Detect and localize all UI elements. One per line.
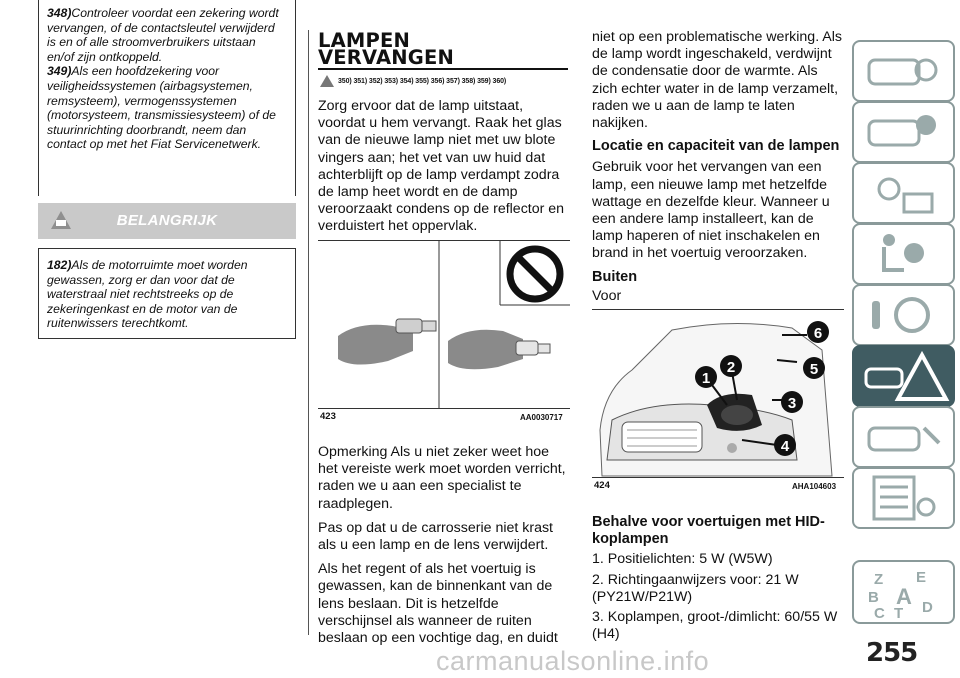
heading-rule bbox=[318, 68, 568, 70]
figure-424 bbox=[592, 309, 844, 478]
callout-1 bbox=[695, 366, 717, 388]
warning-lights-icon bbox=[854, 164, 953, 222]
figure-423 bbox=[318, 240, 570, 409]
paragraph: Pas op dat u de carrosserie niet krast als u een lamp en de lens verwijdert. bbox=[318, 519, 554, 554]
page-number: 255 bbox=[866, 638, 918, 668]
divider bbox=[38, 248, 296, 249]
section-heading: LAMPEN VERVANGEN bbox=[318, 29, 455, 69]
specs-icon bbox=[854, 469, 953, 527]
note-348: 348)Controleer voordat een zekering wordt vervangen, of de contactsleutel verwijderd is en of alle stroomverbruikers uitstaan en/of zijn ontkoppeld. bbox=[47, 6, 279, 64]
tab-index[interactable] bbox=[852, 560, 955, 624]
svg-text:A: A bbox=[896, 584, 912, 609]
figure-code: AHA104603 bbox=[792, 482, 837, 491]
airbag-icon bbox=[854, 225, 953, 283]
list-item: 3. Koplampen, groot-/dimlicht: 60/55 W (H4) bbox=[592, 609, 838, 643]
svg-text:3: 3 bbox=[787, 395, 797, 412]
tab-warning-lights[interactable] bbox=[852, 162, 955, 224]
svg-text:6: 6 bbox=[813, 325, 823, 342]
warning-triangle-icon bbox=[320, 75, 334, 87]
paragraph: niet op een problematische werking. Als de lamp wordt ingeschakeld, verdwijnt de condensatie door de warmte. Als zich echter water in de lamp verzamelt, raden we u aan de lamp te laten nakijken. bbox=[592, 29, 842, 132]
paragraph: Opmerking Als u niet zeker weet hoe het vereiste werk moet worden verricht, raden we u aan een specialist te raadplegen. bbox=[318, 444, 566, 512]
subheading: Behalve voor voertuigen met HID-koplampen bbox=[592, 514, 825, 548]
tab-emergency[interactable] bbox=[852, 345, 955, 407]
car-front-illustration bbox=[592, 310, 844, 477]
tab-car-service[interactable] bbox=[852, 406, 955, 468]
middle-text-top bbox=[318, 98, 570, 243]
svg-text:D: D bbox=[922, 599, 933, 616]
middle-text-bottom bbox=[318, 444, 570, 654]
svg-text:Z: Z bbox=[874, 571, 884, 588]
callout-5 bbox=[803, 357, 825, 379]
callout-2 bbox=[720, 355, 742, 377]
list-item: 2. Richtingaanwijzers voor: 21 W (PY21W/P21W) bbox=[592, 571, 799, 605]
note-182-box: 182)Als de motorruimte moet worden gewassen, zorg er dan voor dat de waterstraal niet rechtstreeks op de zekeringenkast en de motor van de ruitenwissers terechtkomt. bbox=[38, 248, 296, 339]
paragraph: Gebruik voor het vervangen van een lamp, een nieuwe lamp met hetzelfde wattage en dezelfde kleur. Wanneer u een andere lamp installeert, kan de lamp haperen of niet inschakelen en brand in het voertuig veroorzaken. bbox=[592, 159, 830, 262]
callout-3 bbox=[781, 391, 803, 413]
right-text-bottom bbox=[592, 514, 844, 649]
watermark: carmanualsonline.info bbox=[436, 646, 710, 676]
right-text-top bbox=[592, 29, 844, 311]
svg-text:E: E bbox=[916, 569, 927, 586]
tab-steering[interactable] bbox=[852, 284, 955, 346]
warning-bar bbox=[38, 203, 296, 239]
list-item: 1. Positielichten: 5 W (W5W) bbox=[592, 551, 773, 568]
subheading: Locatie en capaciteit van de lampen bbox=[592, 138, 840, 155]
paragraph: Als het regent of als het voertuig is gewassen, kan de binnenkant van de lens beslaan. Dit is hetzelfde verschijnsel als wanneer de ruiten beslaan op een vochtige dag, en duidt bbox=[318, 561, 558, 647]
figure-code: AA0030717 bbox=[520, 413, 563, 422]
callout-6 bbox=[807, 321, 829, 343]
tab-specs[interactable] bbox=[852, 467, 955, 529]
svg-text:T: T bbox=[894, 605, 904, 622]
paragraph: Voor bbox=[592, 287, 622, 304]
warning-refs: 350) 351) 352) 353) 354) 355) 356) 357) 358) 359) 360) bbox=[338, 78, 507, 85]
note-349: 349)Als een hoofdzekering voor veiligheidssystemen (airbagsystemen, remsysteem), vermogenssystemen (motorsysteem, transmissiesysteem) of de stuurinrichting doorbrandt, neem dan contact op met het Fiat Servicenetwerk. bbox=[47, 64, 276, 152]
notes-box bbox=[38, 0, 296, 196]
left-column bbox=[38, 0, 296, 196]
car-i-icon bbox=[854, 103, 953, 161]
subheading: Buiten bbox=[592, 268, 638, 285]
figure-number: 424 bbox=[594, 480, 610, 491]
tab-car-i[interactable] bbox=[852, 101, 955, 163]
index-icon bbox=[854, 562, 953, 622]
svg-text:C: C bbox=[874, 605, 885, 622]
svg-text:B: B bbox=[868, 589, 879, 606]
figure-number: 423 bbox=[320, 411, 336, 422]
svg-text:2: 2 bbox=[726, 359, 736, 376]
paragraph: Zorg ervoor dat de lamp uitstaat, voordat u hem vervangt. Raak het glas van de nieuwe lamp niet met uw blote vingers aan; het vet van uw huid dat achterblijft op de lamp verdampt zodra de lamp heet wordt en de damp veroorzaakt condens op de reflector en verduistert het oppervlak. bbox=[318, 98, 565, 235]
column-divider bbox=[308, 30, 309, 635]
callout-4 bbox=[774, 434, 796, 456]
svg-text:5: 5 bbox=[809, 361, 819, 378]
tab-airbag[interactable] bbox=[852, 223, 955, 285]
car-info-icon bbox=[854, 42, 953, 100]
svg-text:1: 1 bbox=[701, 370, 711, 387]
car-service-icon bbox=[854, 408, 953, 466]
warning-title: BELANGRIJK bbox=[116, 212, 218, 229]
bulb-handling-illustration bbox=[318, 241, 570, 408]
emergency-icon bbox=[854, 347, 953, 405]
steering-icon bbox=[854, 286, 953, 344]
tab-car-info[interactable] bbox=[852, 40, 955, 102]
svg-text:4: 4 bbox=[780, 438, 790, 455]
